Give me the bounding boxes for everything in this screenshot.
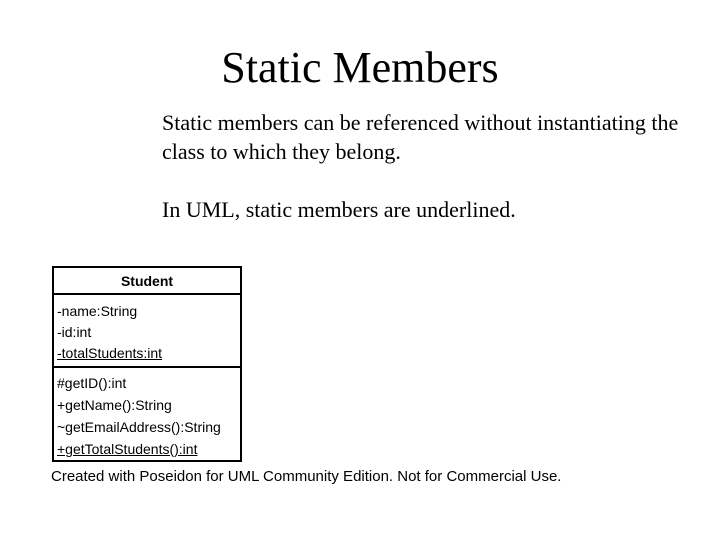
slide-body xyxy=(162,108,702,224)
uml-operation-get-id: #getID():int xyxy=(57,375,127,391)
paragraph-gap xyxy=(162,166,702,195)
uml-class-name: Student xyxy=(54,268,240,295)
uml-operation-get-name: +getName():String xyxy=(57,397,172,413)
uml-operation-get-total-students: +getTotalStudents():int xyxy=(57,441,198,457)
poseidon-watermark: Created with Poseidon for UML Community Edition. Not for Commercial Use. xyxy=(51,468,562,485)
uml-class-box xyxy=(52,266,242,462)
uml-attributes-compartment xyxy=(54,295,240,368)
uml-attribute-total-students: -totalStudents:int xyxy=(57,345,163,361)
uml-operation-get-email-address: ~getEmailAddress():String xyxy=(57,419,221,435)
uml-attribute-name: -name:String xyxy=(57,303,138,319)
paragraph-uml-underline: In UML, static members are underlined. xyxy=(162,197,516,222)
slide-title: Static Members xyxy=(221,43,499,92)
uml-attribute-id: -id:int xyxy=(57,324,92,340)
uml-operations-compartment xyxy=(54,368,240,460)
paragraph-static-reference: Static members can be referenced without instantiating the class to which they belong. xyxy=(162,110,679,164)
